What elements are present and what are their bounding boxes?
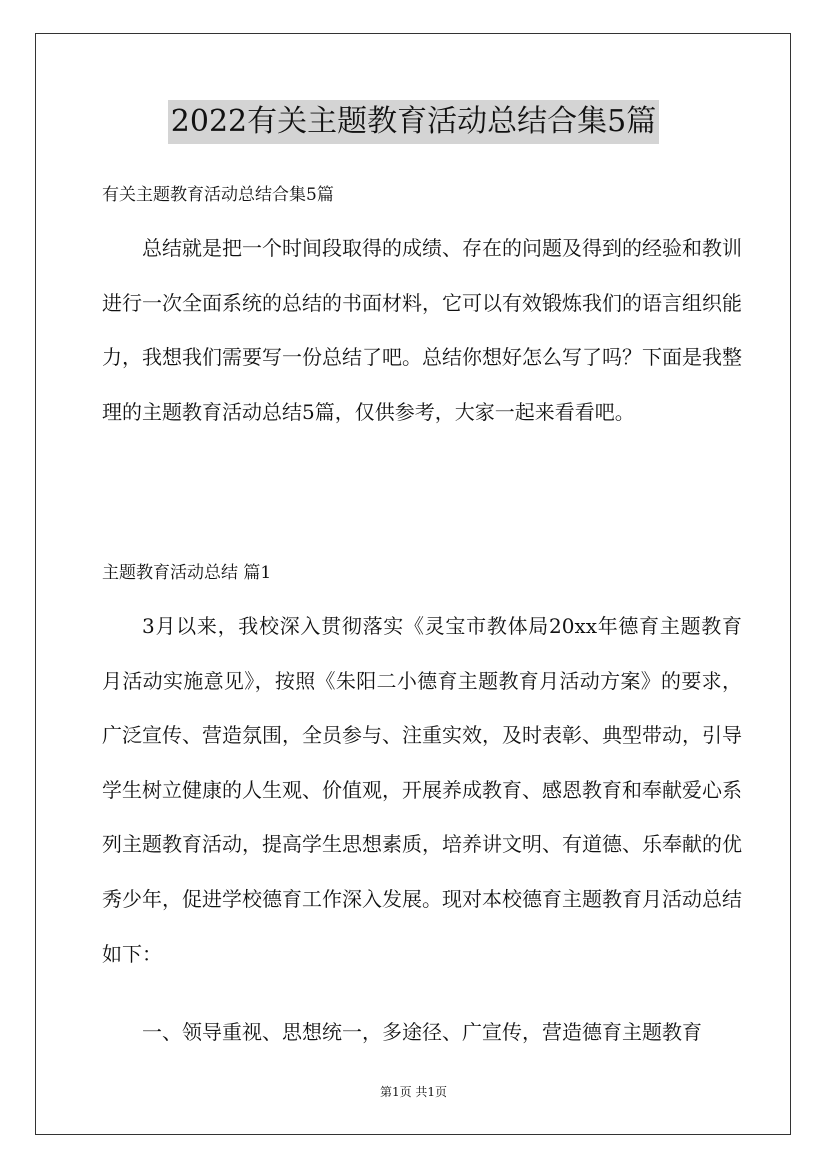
- document-subtitle: 有关主题教育活动总结合集5篇: [102, 185, 334, 205]
- section-heading: 主题教育活动总结 篇1: [102, 563, 272, 583]
- body-paragraph: 3月以来，我校深入贯彻落实《灵宝市教体局20xx年德育主题教育月活动实施意见》，按照《朱阳二小德育主题教育月活动方案》的要求，广泛宣传、营造氛围，全员参与、注重实效，及时表彰、典型带动，引导学生树立健康的人生观、价值观，开展养成教育、感恩教育和奉献爱心系列主题教育活动，提高学生思想素质，培养讲文明、有道德、乐奉献的优秀少年，促进学校德育工作深入发展。现对本校德育主题教育月活动总结如下：: [102, 614, 742, 966]
- sub-paragraph: 一、领导重视、思想统一，多途径、广宣传，营造德育主题教育: [142, 1020, 702, 1044]
- page-footer: 第1页 共1页: [379, 1085, 448, 1099]
- document-title: 2022有关主题教育活动总结合集5篇: [168, 100, 659, 144]
- document-title-block: [0, 100, 827, 148]
- intro-paragraph: 总结就是把一个时间段取得的成绩、存在的问题及得到的经验和教训进行一次全面系统的总结的书面材料，它可以有效锻炼我们的语言组织能力，我想我们需要写一份总结了吧。总结你想好怎么写了吗？下面是我整理的主题教育活动总结5篇，仅供参考，大家一起来看看吧。: [102, 236, 742, 424]
